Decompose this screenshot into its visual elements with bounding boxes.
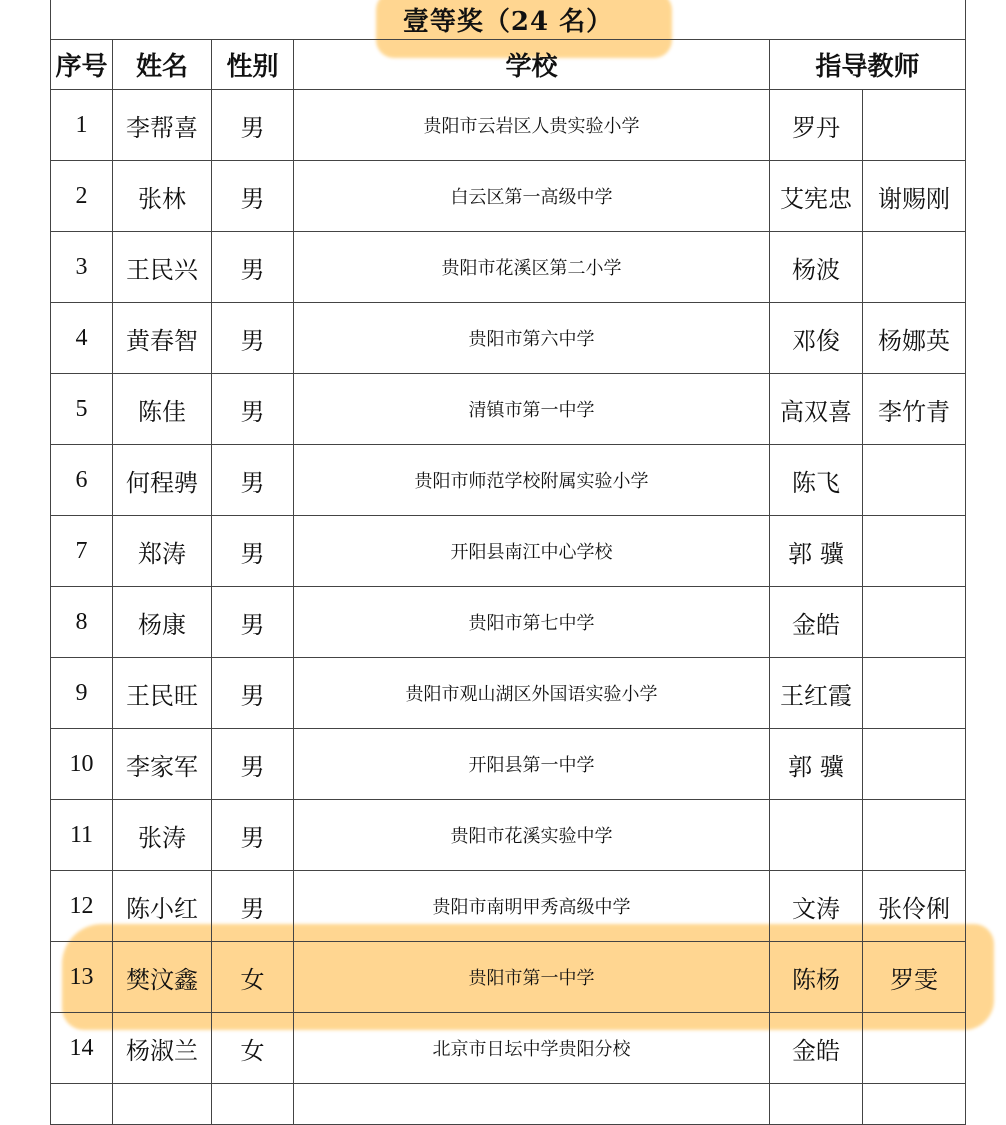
student-name: 郑涛 (113, 516, 212, 587)
teacher-2 (863, 516, 966, 587)
teacher-2 (863, 445, 966, 516)
table-row (51, 729, 966, 800)
school-name: 贵阳市第七中学 (294, 587, 770, 658)
table-row (51, 942, 966, 1013)
student-gender: 男 (212, 303, 294, 374)
section-title-row (51, 0, 966, 40)
table-cell-cutoff (113, 1084, 212, 1125)
teacher-1: 王红霞 (770, 658, 863, 729)
student-name: 王民旺 (113, 658, 212, 729)
table-row (51, 516, 966, 587)
student-name: 樊汶鑫 (113, 942, 212, 1013)
table-row (51, 1013, 966, 1084)
teacher-1: 郭 骥 (770, 729, 863, 800)
school-name: 贵阳市第六中学 (294, 303, 770, 374)
student-name: 杨淑兰 (113, 1013, 212, 1084)
school-name: 开阳县南江中心学校 (294, 516, 770, 587)
row-number: 7 (51, 516, 113, 587)
table-row (51, 871, 966, 942)
student-gender: 男 (212, 161, 294, 232)
student-gender: 男 (212, 374, 294, 445)
school-name: 贵阳市花溪实验中学 (294, 800, 770, 871)
school-name: 贵阳市花溪区第二小学 (294, 232, 770, 303)
student-name: 张涛 (113, 800, 212, 871)
row-number: 8 (51, 587, 113, 658)
school-name: 贵阳市师范学校附属实验小学 (294, 445, 770, 516)
teacher-1: 金皓 (770, 587, 863, 658)
table-row (51, 800, 966, 871)
header-school: 学校 (294, 40, 770, 90)
student-name: 李家军 (113, 729, 212, 800)
student-name: 陈佳 (113, 374, 212, 445)
row-number: 4 (51, 303, 113, 374)
row-number: 12 (51, 871, 113, 942)
school-name: 贵阳市第一中学 (294, 942, 770, 1013)
teacher-2: 谢赐刚 (863, 161, 966, 232)
teacher-2: 罗雯 (863, 942, 966, 1013)
table-cell-cutoff (770, 1084, 863, 1125)
teacher-1: 邓俊 (770, 303, 863, 374)
header-name: 姓名 (113, 40, 212, 90)
student-name: 张林 (113, 161, 212, 232)
student-name: 黄春智 (113, 303, 212, 374)
student-gender: 男 (212, 232, 294, 303)
table-row (51, 587, 966, 658)
row-number: 2 (51, 161, 113, 232)
section-title: 壹等奖（24 名） (51, 0, 966, 40)
student-gender: 男 (212, 800, 294, 871)
row-number: 14 (51, 1013, 113, 1084)
table-row-cutoff (51, 1084, 966, 1125)
student-name: 陈小红 (113, 871, 212, 942)
student-name: 王民兴 (113, 232, 212, 303)
school-name: 贵阳市观山湖区外国语实验小学 (294, 658, 770, 729)
teacher-2: 张伶俐 (863, 871, 966, 942)
teacher-2: 李竹青 (863, 374, 966, 445)
row-number: 9 (51, 658, 113, 729)
teacher-2 (863, 232, 966, 303)
teacher-1: 杨波 (770, 232, 863, 303)
school-name: 贵阳市云岩区人贵实验小学 (294, 90, 770, 161)
table-row (51, 90, 966, 161)
row-number: 10 (51, 729, 113, 800)
student-gender: 男 (212, 516, 294, 587)
teacher-1: 金皓 (770, 1013, 863, 1084)
table-row (51, 658, 966, 729)
teacher-1 (770, 800, 863, 871)
student-gender: 男 (212, 587, 294, 658)
teacher-2: 杨娜英 (863, 303, 966, 374)
school-name: 白云区第一高级中学 (294, 161, 770, 232)
teacher-1: 罗丹 (770, 90, 863, 161)
teacher-1: 陈飞 (770, 445, 863, 516)
teacher-1: 陈杨 (770, 942, 863, 1013)
teacher-1: 郭 骥 (770, 516, 863, 587)
table-row (51, 445, 966, 516)
student-name: 何程骋 (113, 445, 212, 516)
table-cell-cutoff (294, 1084, 770, 1125)
teacher-2 (863, 1013, 966, 1084)
header-gender: 性别 (212, 40, 294, 90)
teacher-2 (863, 90, 966, 161)
teacher-1: 艾宪忠 (770, 161, 863, 232)
table-row (51, 161, 966, 232)
student-name: 李帮喜 (113, 90, 212, 161)
table-row (51, 303, 966, 374)
table-row (51, 374, 966, 445)
header-no: 序号 (51, 40, 113, 90)
student-gender: 女 (212, 942, 294, 1013)
row-number: 11 (51, 800, 113, 871)
awards-table (50, 0, 966, 1125)
table-row (51, 232, 966, 303)
row-number: 5 (51, 374, 113, 445)
student-gender: 男 (212, 871, 294, 942)
teacher-1: 文涛 (770, 871, 863, 942)
student-gender: 男 (212, 729, 294, 800)
school-name: 清镇市第一中学 (294, 374, 770, 445)
table-cell-cutoff (212, 1084, 294, 1125)
school-name: 开阳县第一中学 (294, 729, 770, 800)
header-row (51, 40, 966, 90)
student-gender: 男 (212, 445, 294, 516)
table-cell-cutoff (51, 1084, 113, 1125)
student-name: 杨康 (113, 587, 212, 658)
teacher-2 (863, 800, 966, 871)
row-number: 13 (51, 942, 113, 1013)
table-cell-cutoff (863, 1084, 966, 1125)
row-number: 1 (51, 90, 113, 161)
student-gender: 男 (212, 90, 294, 161)
teacher-2 (863, 658, 966, 729)
teacher-1: 高双喜 (770, 374, 863, 445)
teacher-2 (863, 729, 966, 800)
row-number: 6 (51, 445, 113, 516)
school-name: 北京市日坛中学贵阳分校 (294, 1013, 770, 1084)
header-teacher: 指导教师 (770, 40, 966, 90)
student-gender: 女 (212, 1013, 294, 1084)
row-number: 3 (51, 232, 113, 303)
teacher-2 (863, 587, 966, 658)
school-name: 贵阳市南明甲秀高级中学 (294, 871, 770, 942)
student-gender: 男 (212, 658, 294, 729)
